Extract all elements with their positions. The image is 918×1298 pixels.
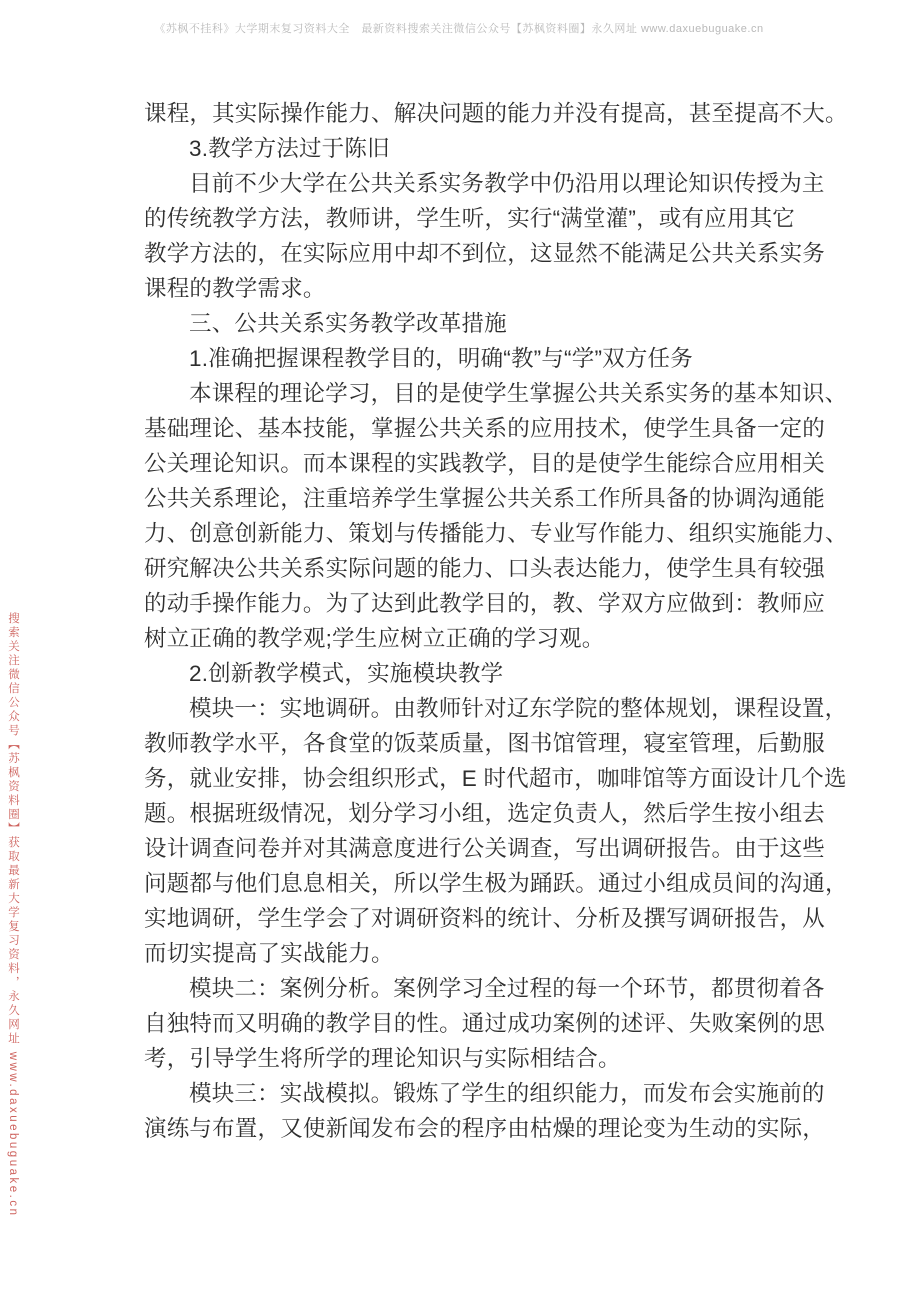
document-line: 的动手操作能力。为了达到此教学目的，教、学双方应做到：教师应 (144, 591, 826, 616)
document-line: 研究解决公共关系实际问题的能力、口头表达能力，使学生具有较强 (144, 556, 826, 581)
document-line: 实地调研，学生学会了对调研资料的统计、分析及撰写调研报告，从 (144, 906, 826, 931)
document-line: 问题都与他们息息相关，所以学生极为踊跃。通过小组成员间的沟通， (144, 871, 848, 896)
document-line: 课程的教学需求。 (144, 276, 326, 301)
document-line: 三、公共关系实务教学改革措施 (189, 311, 507, 336)
side-watermark-text: 搜索关注微信公众号【苏枫资料圈】获取最新大学复习资料，永久网址 www.daxuebuguake.cn (7, 612, 19, 1218)
document-line: 本课程的理论学习，目的是使学生掌握公共关系实务的基本知识、 (189, 381, 848, 406)
document-line: 树立正确的教学观;学生应树立正确的学习观。 (144, 626, 605, 651)
document-line: 1.准确把握课程教学目的，明确“教”与“学”双方任务 (189, 346, 693, 371)
document-line: 公关理论知识。而本课程的实践教学，目的是使学生能综合应用相关 (144, 451, 826, 476)
document-line: 课程，其实际操作能力、解决问题的能力并没有提高，甚至提高不大。 (144, 101, 848, 126)
document-line: 公共关系理论，注重培养学生掌握公共关系工作所具备的协调沟通能 (144, 486, 826, 511)
document-line: 考，引导学生将所学的理论知识与实际相结合。 (144, 1046, 621, 1071)
document-line: 的传统教学方法，教师讲，学生听，实行“满堂灌”，或有应用其它 (144, 206, 795, 231)
document-line: 3.教学方法过于陈旧 (189, 136, 390, 161)
document-line: 而切实提高了实战能力。 (144, 941, 394, 966)
document-line: 设计调查问卷并对其满意度进行公关调查，写出调研报告。由于这些 (144, 836, 826, 861)
header-watermark-text: 《苏枫不挂科》大学期末复习资料大全 最新资料搜索关注微信公众号【苏枫资料圈】永久网址 www.daxuebuguake.cn (154, 23, 764, 35)
document-line: 务，就业安排，协会组织形式，E 时代超市，咖啡馆等方面设计几个选 (144, 766, 847, 791)
document-line: 题。根据班级情况，划分学习小组，选定负责人，然后学生按小组去 (144, 801, 826, 826)
document-line: 目前不少大学在公共关系实务教学中仍沿用以理论知识传授为主 (189, 171, 825, 196)
document-line: 演练与布置，又使新闻发布会的程序由枯燥的理论变为生动的实际， (144, 1116, 826, 1141)
document-line: 教学方法的，在实际应用中却不到位，这显然不能满足公共关系实务 (144, 241, 826, 266)
document-line: 模块三：实战模拟。锻炼了学生的组织能力，而发布会实施前的 (189, 1081, 825, 1106)
document-line: 模块二：案例分析。案例学习全过程的每一个环节，都贯彻着各 (189, 976, 825, 1001)
document-line: 力、创意创新能力、策划与传播能力、专业写作能力、组织实施能力、 (144, 521, 848, 546)
document-line: 2.创新教学模式，实施模块教学 (189, 661, 504, 686)
document-body (144, 96, 848, 1146)
document-line: 基础理论、基本技能，掌握公共关系的应用技术，使学生具备一定的 (144, 416, 826, 441)
document-line: 模块一：实地调研。由教师针对辽东学院的整体规划，课程设置， (189, 696, 848, 721)
document-line: 教师教学水平，各食堂的饭菜质量，图书馆管理，寝室管理，后勤服 (144, 731, 826, 756)
document-line: 自独特而又明确的教学目的性。通过成功案例的述评、失败案例的思 (144, 1011, 826, 1036)
